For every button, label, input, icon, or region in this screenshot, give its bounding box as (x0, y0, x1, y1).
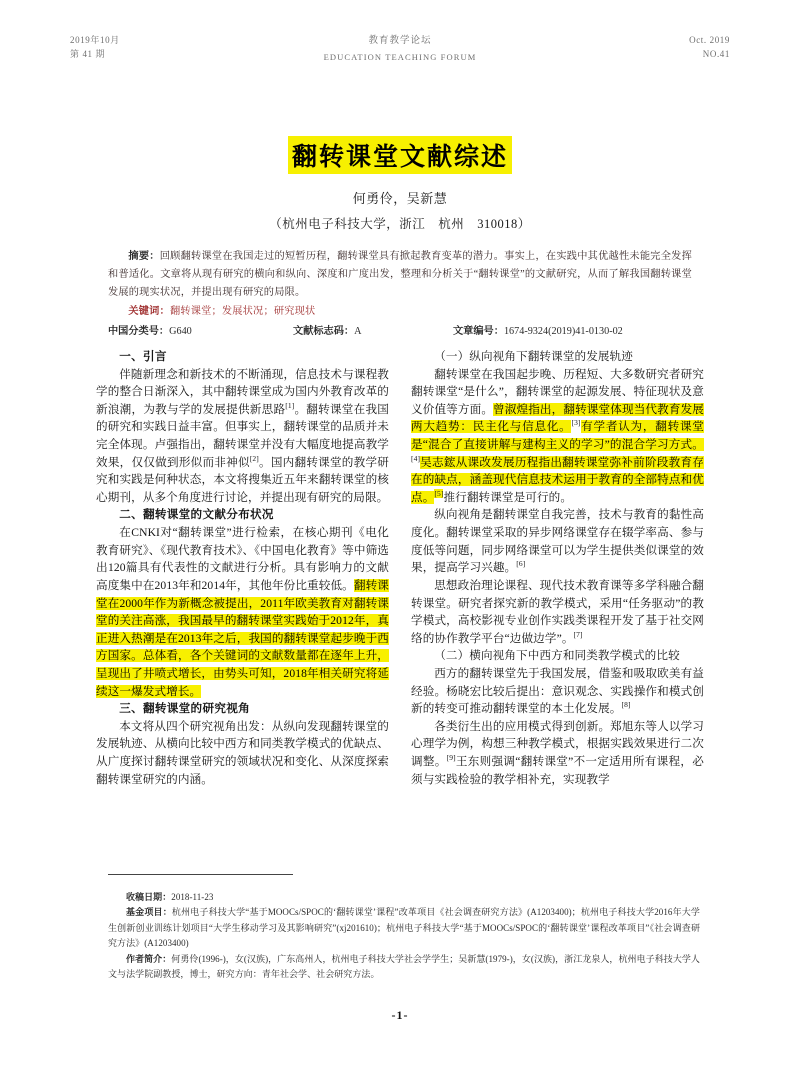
paragraph-intro (96, 366, 389, 507)
paragraph-distribution (96, 524, 389, 700)
footnote-block (108, 890, 700, 983)
subsection-heading-2: （二）横向视角下中西方和同类教学模式的比较 (434, 649, 680, 663)
document-code-label: 文献标志码： (293, 326, 355, 337)
reference-marker: [6] (516, 559, 526, 569)
paragraph-derived-text-b: 王东则强调“翻转课堂”不一定适用所有课程，必须与实践检验的教学相补充，实现教学 (411, 755, 704, 786)
reference-marker: [2] (249, 453, 259, 463)
abstract-paragraph (108, 248, 692, 302)
author-list: 何勇伶，吴新慧 (352, 191, 448, 206)
journal-name-cn: 教育教学论坛 (368, 36, 432, 46)
reference-marker: [7] (573, 629, 583, 639)
running-head-center (230, 34, 570, 64)
author-bio-text: 何勇伶(1996-)，女(汉族)，广东高州人，杭州电子科技大学社会学学生；吴新慧(1979-)，女(汉族)，浙江龙泉人，杭州电子科技大学人文与法学院副教授，博士，研究方向：青年社会学、社会研究方法。 (108, 953, 700, 980)
keywords-label: 关键词： (128, 306, 170, 317)
subsection-heading-1: （一）纵向视角下翻转课堂的发展轨迹 (434, 350, 633, 363)
page-number: -1- (391, 1008, 409, 1022)
article-number (453, 322, 692, 337)
document-code-value: A (354, 326, 362, 337)
paragraph-vertical-trajectory (411, 366, 704, 507)
running-head-right (570, 34, 730, 62)
section-heading-2: 二、翻转课堂的文献分布状况 (119, 508, 274, 522)
article-number-label: 文章编号： (453, 326, 504, 337)
abstract-block (108, 248, 692, 302)
fund-project (108, 905, 700, 951)
paragraph-western-comparison (411, 665, 704, 718)
clc-value: G640 (169, 326, 192, 337)
reference-marker: [9] (446, 753, 456, 763)
clc-number (108, 322, 293, 337)
body-columns (96, 348, 704, 848)
keywords-block (108, 302, 692, 317)
running-head (70, 34, 730, 64)
highlighted-passage-left: 翻转课堂在2000年作为新概念被提出，2011年欧美教育对翻转课堂的关注高涨，我国最早的翻转课堂实践始于2012年，真正进入热潮是在2013年之后，我国的翻转课堂起步晚于西方国家。总体看，各个关键词的文献数量都在逐年上升，呈现出了井喷式增长，由势头可知，2018年相关研究将延续这一爆发式增长。 (96, 578, 389, 698)
reference-marker: [1] (285, 400, 295, 410)
document-code (293, 322, 453, 337)
paragraph-perspectives: 本文将从四个研究视角出发：从纵向发现翻转课堂的发展轨迹、从横向比较中西方和同类教学模式的优缺点、从广度探讨翻转课堂研究的领域状况和变化、从深度探索翻转课堂研究的内涵。 (96, 719, 389, 786)
fund-project-label: 基金项目： (126, 907, 172, 918)
paragraph-intro-part-c: 。国内翻转课堂的教学研究和实践是何种状态，本文将搜集近五年来翻转课堂的核心期刊，从多个角度进行讨论，并提出现有研究的局限。 (96, 455, 389, 504)
reference-marker: [5] (434, 489, 444, 499)
received-date-value: 2018-11-23 (171, 892, 214, 902)
paragraph-vertical-plain: 翻转课堂在我国起步晚、历程短、大多数研究者研究翻转课堂“是什么”，翻转课堂的起源发展、特征现状及意义价值等方面。 (411, 367, 704, 416)
paragraph-multidiscipline-text: 思想政治理论课程、现代技术教育课等多学科融合翻转课堂。研究者探究新的教学模式，采用“任务驱动”的教学模式，高校影视专业创作实践类课程开发了基于社交网络的协作教学平台“边做边学”。 (411, 578, 704, 645)
page-title: 翻转课堂文献综述 (288, 136, 512, 174)
received-date (108, 890, 700, 905)
author-bio (108, 952, 700, 983)
section-heading-3: 三、翻转课堂的研究视角 (119, 702, 251, 716)
paragraph-intro-part-a: 伴随新理念和新技术的不断涌现，信息技术与课程教学的整合日渐深入，其中翻转课堂成为国内外教育改革的新浪潮，为教与学的发展提供新思路 (96, 367, 389, 416)
paragraph-multidiscipline (411, 577, 704, 647)
section-heading-1: 一、引言 (119, 350, 167, 363)
highlighted-passage-right-3: 吴志鋐从课改发展历程指出翻转课堂弥补前阶段教育存在的缺点，涵盖现代信息技术运用于教育的全部特点和优点。 (411, 455, 704, 504)
paragraph-derived-models (411, 718, 704, 788)
highlighted-passage-right-2: 有学者认为，翻转课堂是“混合了直接讲解与建构主义的学习”的混合学习方式。 (411, 420, 704, 452)
issue-date: 2019年10月 (70, 35, 120, 45)
right-column (411, 348, 704, 848)
reference-marker: [4] (411, 453, 421, 463)
classification-row (108, 322, 692, 337)
keywords-text: 翻转课堂；发展状况；研究现状 (169, 306, 316, 317)
abstract-label: 摘要： (128, 251, 160, 262)
paragraph-distribution-plain: 在CNKI对“翻转课堂”进行检索，在核心期刊《电化教育研究》、《现代教育技术》、《中国电化教育》等中筛选出120篇具有代表性的文献进行分析。具有影响力的文献高度集中在2013年和2014年，其他年份比重较低。 (96, 526, 389, 592)
paragraph-western-text: 西方的翻转课堂先于我国发展，借鉴和吸取欧美有益经验。杨晓宏比较后提出：意识观念、实践操作和模式创新的转变可推动翻转课堂的本土化发展。 (411, 666, 704, 716)
received-date-label: 收稿日期： (126, 892, 172, 902)
issue-number-en: NO.41 (702, 48, 730, 59)
affiliation: （杭州电子科技大学，浙江 杭州 310018） (269, 217, 531, 231)
issue-number-cn: 第 41 期 (70, 48, 106, 59)
reference-marker: [8] (621, 700, 631, 710)
paragraph-derived-text-a: 各类衍生出的应用模式得到创新。郑旭东等人以学习心理学为例，构想三种教学模式，根据实践效果进行二次调整。 (411, 719, 704, 769)
article-number-value: 1674-9324(2019)41-0130-02 (503, 326, 623, 337)
paragraph-intro-part-b: 。翻转课堂在我国的研究和实践日益丰富。但事实上，翻转课堂的品质并未完全体现。卢强指出，翻转课堂并没有大幅度地提高教学效果，仅仅做到形似而非神似 (96, 402, 389, 469)
abstract-text: 回顾翻转课堂在我国走过的短暂历程，翻转课堂具有掀起教育变革的潜力。事实上，在实践中其优越性未能完全发挥和普适化。文章将从现有研究的横向和纵向、深度和广度出发，整理和分析关于“翻转课堂”的文献研究，从而了解我国翻转课堂发展的现实状况，并提出现有研究的局限。 (108, 251, 692, 299)
clc-label: 中国分类号： (108, 326, 170, 337)
paragraph-vertical-tail: 推行翻转课堂是可行的。 (443, 490, 573, 504)
paragraph-synchronous-text: 纵向视角是翻转课堂自我完善，技术与教育的黏性高度化。翻转课堂采取的异步网络课堂存在辍学率高、参与度低等问题，同步网络课堂可以为学生提供类似课堂的效果，提高学习兴趣。 (411, 508, 704, 575)
running-head-left (70, 34, 230, 62)
paragraph-synchronous-classroom (411, 506, 704, 576)
fund-project-text: 杭州电子科技大学“基于MOOCs/SPOC的‘翻转课堂’课程”改革项目《社会调查研究方法》(A1203400)；杭州电子科技大学2016年大学生创新创业训练计划项目“大学生移动学习及其影响研究”(xj201610)；杭州电子科技大学“基于MOOCs/SPOC的‘翻转课堂’课程改革项目”《社会调查研究方法》(A1203400) (108, 907, 700, 949)
reference-marker: [3] (571, 418, 581, 428)
journal-name-en: EDUCATION TEACHING FORUM (323, 51, 477, 62)
highlighted-passage-right-1: 曾淑煌指出，翻转课堂体现当代教育发展两大趋势：民主化与信息化。 (411, 402, 704, 434)
author-bio-label: 作者简介： (126, 953, 172, 964)
left-column (96, 348, 389, 848)
issue-date-en: Oct. 2019 (689, 35, 730, 45)
title-block (0, 136, 800, 174)
footnote-divider (108, 874, 293, 875)
